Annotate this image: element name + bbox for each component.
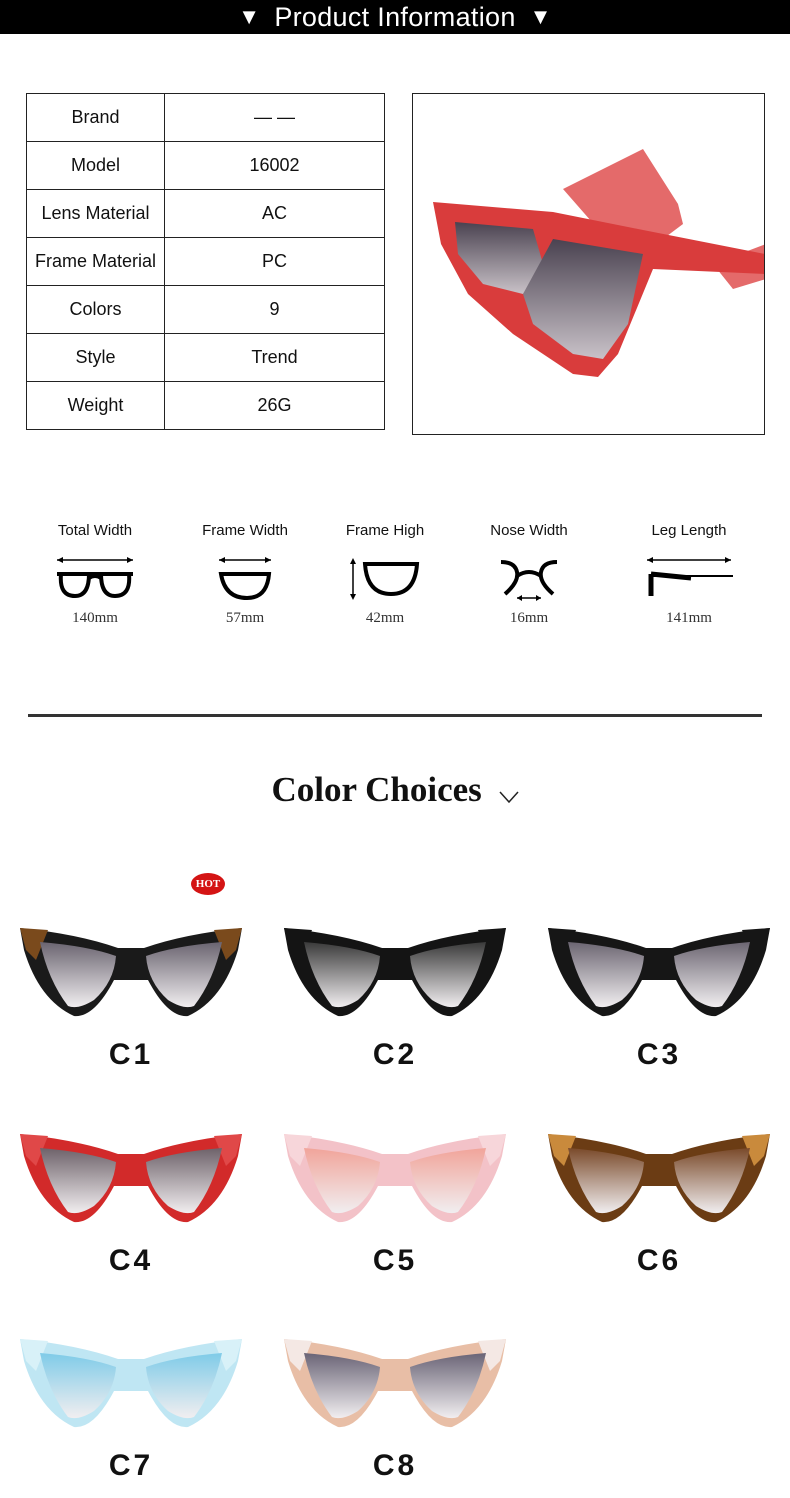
spec-row: [27, 382, 385, 430]
dimension-frame-width: [175, 520, 315, 627]
cat-eye-sunglasses-icon: [282, 1126, 508, 1226]
frame-high-icon: [347, 554, 423, 602]
nose-width-icon: [499, 554, 559, 602]
cat-eye-sunglasses-icon: [18, 920, 244, 1020]
color-option-c4: [18, 1126, 244, 1278]
color-choices-title: [0, 770, 790, 813]
dimension-total-width: [25, 520, 165, 627]
dimension-label: Total Width: [57, 522, 133, 539]
spec-row: [27, 94, 385, 142]
spec-row: [27, 286, 385, 334]
spec-key: Weight: [27, 382, 165, 430]
spec-row: [27, 334, 385, 382]
dimension-value: 141mm: [666, 610, 712, 626]
dimension-nose-width: [459, 520, 599, 627]
color-option-c8: [282, 1331, 508, 1483]
dimensions: [0, 520, 790, 660]
color-code-label: C6: [636, 1244, 682, 1277]
spec-key: Brand: [27, 94, 165, 142]
frame-width-icon: [215, 554, 275, 602]
spec-value: Trend: [165, 334, 385, 382]
spec-value: AC: [165, 190, 385, 238]
dimension-frame-high: [315, 520, 455, 627]
color-code-label: C4: [108, 1244, 154, 1277]
color-option-c5: [282, 1126, 508, 1278]
dimension-value: 57mm: [225, 610, 265, 626]
chevron-down-icon: [499, 773, 519, 813]
spec-value: PC: [165, 238, 385, 286]
dimension-value: 140mm: [72, 610, 118, 626]
color-code-label: C3: [636, 1038, 682, 1071]
dimension-value: 42mm: [365, 610, 405, 626]
triangle-down-icon: ▼: [529, 4, 552, 29]
color-code-label: C1: [108, 1038, 154, 1071]
spec-value: — —: [165, 94, 385, 142]
red-cat-eye-sunglasses-image: [413, 94, 765, 435]
cat-eye-sunglasses-icon: [18, 1126, 244, 1226]
dimension-leg-length: [619, 520, 759, 627]
header-title: Product Information: [274, 1, 516, 32]
spec-value: 26G: [165, 382, 385, 430]
color-choices-heading: Color Choices: [271, 770, 482, 809]
cat-eye-sunglasses-icon: [546, 1126, 772, 1226]
spec-row: [27, 238, 385, 286]
color-code-label: C2: [372, 1038, 418, 1071]
spec-value: 16002: [165, 142, 385, 190]
cat-eye-sunglasses-icon: [18, 1331, 244, 1431]
color-option-c6: [546, 1126, 772, 1278]
dimension-label: Frame High: [345, 522, 425, 539]
cat-eye-sunglasses-icon: [546, 920, 772, 1020]
spec-key: Model: [27, 142, 165, 190]
color-option-c3: [546, 920, 772, 1072]
dimension-label: Leg Length: [651, 522, 727, 539]
dimension-label: Nose Width: [490, 522, 568, 539]
spec-value: 9: [165, 286, 385, 334]
color-code-label: C5: [372, 1244, 418, 1277]
product-image: [412, 93, 765, 435]
spec-key: Lens Material: [27, 190, 165, 238]
cat-eye-sunglasses-icon: [282, 1331, 508, 1431]
color-option-c1: [18, 920, 244, 1072]
color-option-c2: [282, 920, 508, 1072]
section-divider: [28, 714, 762, 717]
hot-badge: HOT: [191, 873, 225, 895]
color-code-label: C8: [372, 1449, 418, 1482]
spec-key: Style: [27, 334, 165, 382]
spec-key: Frame Material: [27, 238, 165, 286]
spec-row: [27, 190, 385, 238]
cat-eye-sunglasses-icon: [282, 920, 508, 1020]
spec-table: [26, 93, 385, 430]
spec-row: [27, 142, 385, 190]
header-bar: [0, 0, 790, 34]
dimension-label: Frame Width: [202, 522, 288, 539]
triangle-down-icon: ▼: [238, 4, 261, 29]
spec-key: Colors: [27, 286, 165, 334]
total-width-icon: [53, 554, 137, 602]
leg-length-icon: [643, 554, 735, 602]
color-code-label: C7: [108, 1449, 154, 1482]
dimension-value: 16mm: [509, 610, 549, 626]
color-option-c7: [18, 1331, 244, 1483]
